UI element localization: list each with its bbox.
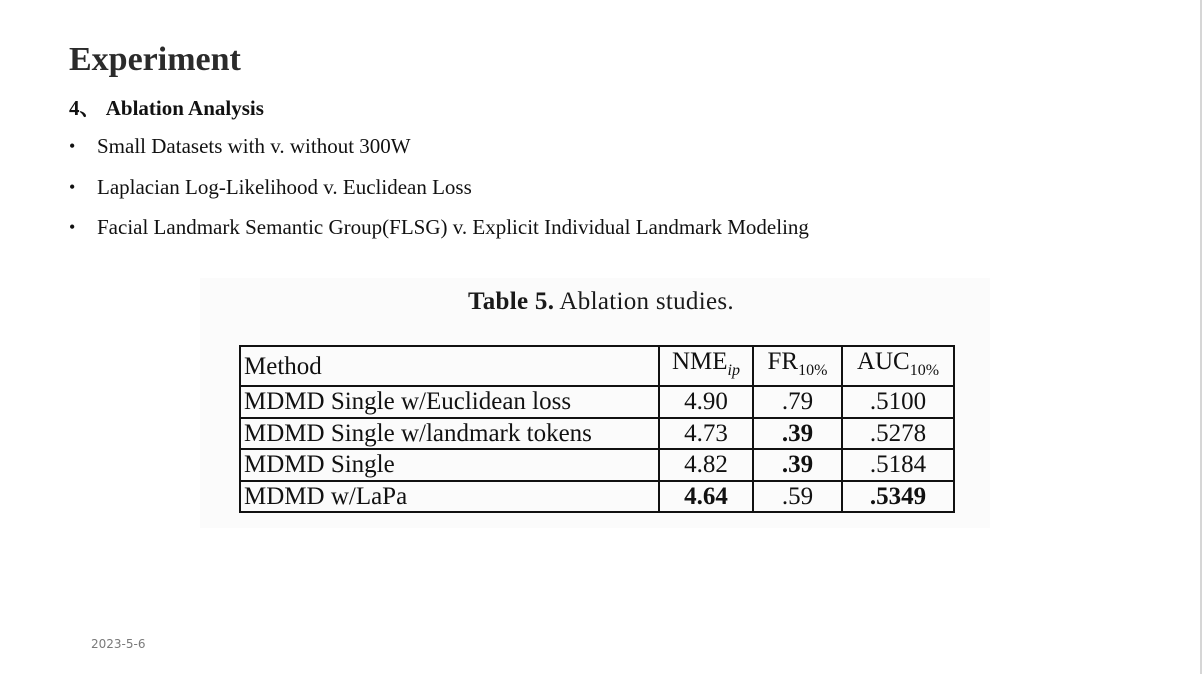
cell-fr: .39: [753, 418, 842, 450]
bullet-text: Facial Landmark Semantic Group(FLSG) v. Explicit Individual Landmark Modeling: [97, 215, 809, 239]
bullet-dot-icon: •: [69, 217, 76, 237]
table-caption-text: Ablation studies.: [559, 288, 734, 315]
section-subtitle: 4、 Ablation Analysis: [69, 96, 264, 120]
bullet-list: [69, 132, 809, 254]
header-fr: $FR_{10\%}$: [753, 346, 842, 386]
cell-fr: .79: [753, 386, 842, 418]
cell-method: MDMD Single w/Euclidean loss: [240, 386, 659, 418]
cell-nme: 4.64: [659, 481, 753, 513]
header-method: Method: [240, 346, 659, 386]
cell-auc: .5349: [842, 481, 954, 513]
bullet-item: [69, 132, 809, 173]
cell-auc: .5278: [842, 418, 954, 450]
cell-method: MDMD w/LaPa: [240, 481, 659, 513]
bullet-dot-icon: •: [69, 176, 76, 197]
cell-auc: .5100: [842, 386, 954, 418]
table-row: [240, 386, 954, 418]
bullet-text: Laplacian Log-Likelihood v. Euclidean Loss: [97, 174, 472, 199]
table-row: [240, 449, 954, 481]
table-header-row: [240, 346, 954, 386]
slide-title: Experiment: [69, 41, 241, 78]
cell-nme: 4.82: [659, 449, 753, 481]
table-row: [240, 481, 954, 513]
bullet-item: [69, 173, 809, 214]
bullet-item: [69, 213, 809, 254]
bullet-dot-icon: •: [69, 136, 76, 156]
cell-method: MDMD Single: [240, 449, 659, 481]
cell-auc: .5184: [842, 449, 954, 481]
table-row: [240, 418, 954, 450]
table-caption-label: Table 5.: [468, 288, 555, 315]
cell-method: MDMD Single w/landmark tokens: [240, 418, 659, 450]
cell-nme: 4.73: [659, 418, 753, 450]
cell-fr: .39: [753, 449, 842, 481]
cell-fr: .59: [753, 481, 842, 513]
bullet-text: Small Datasets with v. without 300W: [97, 134, 411, 158]
header-auc: $AUC_{10\%}$: [842, 346, 954, 386]
header-nme: $NME_{ip}$: [659, 346, 753, 386]
slide-date: 2023-5-6: [91, 637, 146, 651]
table-caption: [0, 286, 1202, 318]
ablation-table: [239, 345, 955, 513]
cell-nme: 4.90: [659, 386, 753, 418]
